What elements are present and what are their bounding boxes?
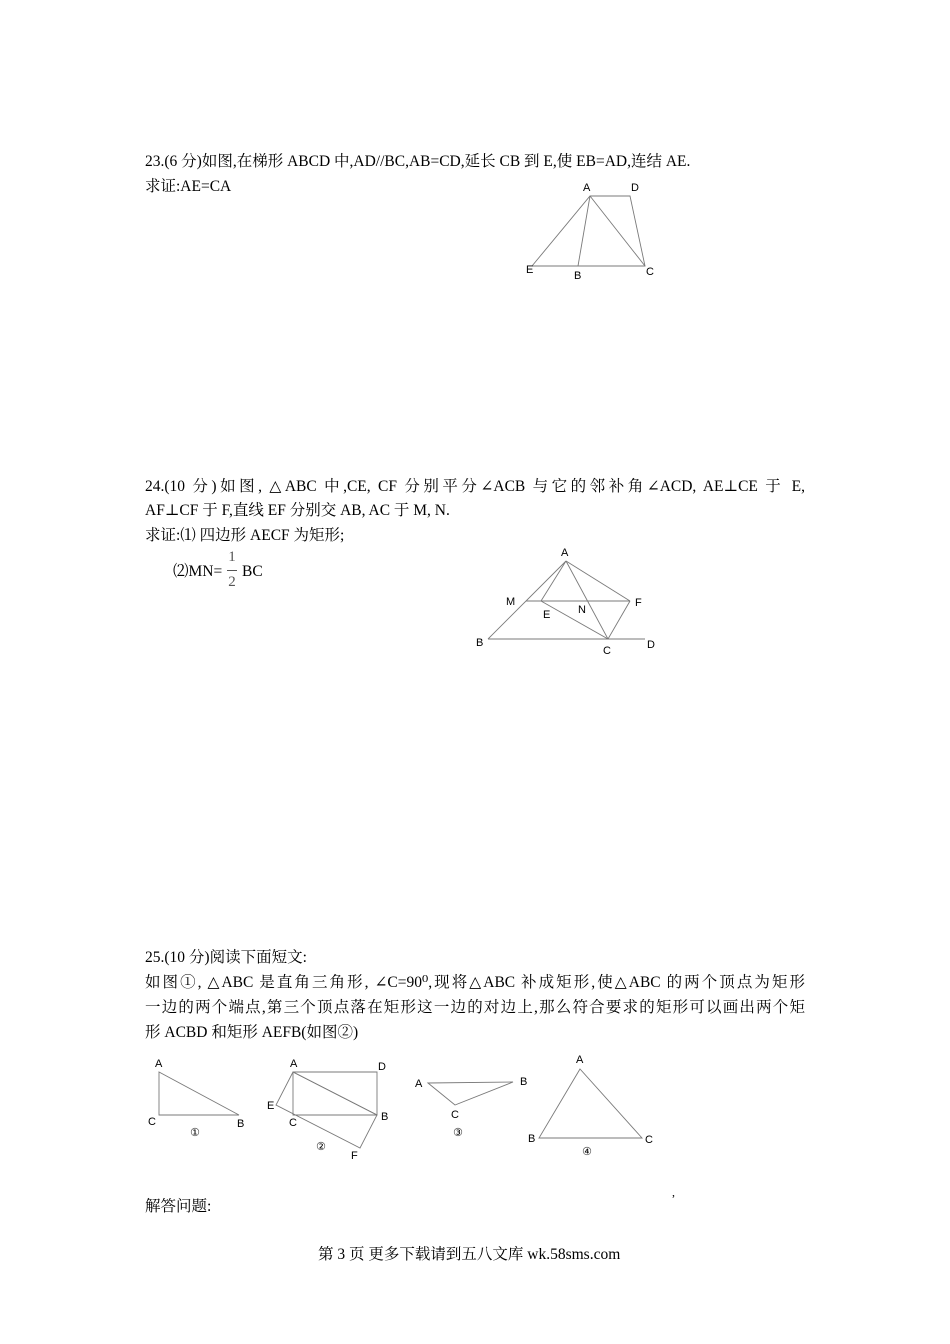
q25-fig2-label-A: A [290,1058,298,1070]
q25-fig2-label-D: D [378,1061,386,1073]
q25-fig1-caption: ① [190,1127,200,1139]
q23-label-D: D [631,182,639,194]
q23-line2: 求证:AE=CA [145,178,232,195]
q24-segment-CF [608,601,630,639]
q24-label-B: B [476,637,484,649]
q24-segment-AE [541,561,566,601]
q25-fig4-label-C: C [645,1134,653,1146]
q24-part2-prefix: ⑵MN= [173,563,223,580]
q25-fig3-label-C: C [451,1109,459,1121]
q23-line1: 23.(6 分)如图,在梯形 ABCD 中,AD//BC,AB=CD,延长 CB 到 E,使 EB=AD,连结 AE. [145,153,691,170]
q25-fig3-label-B: B [520,1076,528,1088]
q25-fig2-label-C: C [289,1117,297,1129]
q24-label-D: D [647,639,655,651]
q25-figure-3 [410,1065,540,1155]
q24-label-C: C [603,645,611,657]
q24-line2: AF⊥CF 于 F,直线 EF 分别交 AB, AC 于 M, N. [145,502,450,519]
q24-label-E: E [543,609,551,621]
q25-fig4-triangle [539,1069,642,1138]
q25-fig3-caption: ③ [453,1127,463,1139]
q25-fig4-label-B: B [528,1133,536,1145]
q24-segment-AF [566,561,630,601]
q25-line4: 形 ACBD 和矩形 AEFB(如图②) [145,1024,359,1041]
q25-answer-prompt: 解答问题: [145,1198,212,1215]
q25-figure-4 [525,1050,665,1160]
q23-label-A: A [583,182,591,194]
q23-label-B: B [574,270,582,282]
q25-figure-2 [262,1055,392,1165]
q23-label-E: E [526,264,534,276]
q25-fig1-label-B: B [237,1118,245,1130]
q25-fig2-rect-AEFB [276,1072,377,1148]
page-footer: 第 3 页 更多下载请到五八文库 wk.58sms.com [318,1246,621,1263]
q24-label-A: A [561,547,569,559]
q25-fig2-caption: ② [316,1141,326,1153]
q24-line1: 24.(10 分)如图, △ABC 中,CE, CF 分别平分∠ACB 与它的邻补角∠ACD, AE⊥CE 于 E, [145,478,805,495]
q25-fig3-triangle [428,1082,513,1105]
q25-fig2-label-E: E [267,1100,275,1112]
q25-fig1-label-A: A [155,1058,163,1070]
q25-fig1-label-C: C [148,1116,156,1128]
q25-fig4-label-A: A [576,1054,584,1066]
q25-line2: 如图①, △ABC 是直角三角形, ∠C=90⁰,现将△ABC 补成矩形,使△ABC 的两个顶点为矩形 [145,974,805,991]
q25-line1: 25.(10 分)阅读下面短文: [145,949,307,966]
q25-fig1-triangle [159,1072,239,1115]
q23-trapezoid-figure [520,175,680,285]
q24-fraction-bar [227,570,237,571]
q23-label-C: C [646,266,654,278]
q23-segment-AC [590,196,645,266]
q24-label-N: N [578,604,586,616]
q25-fig4-caption: ④ [582,1146,592,1158]
q24-fraction-denominator: 2 [228,574,236,590]
q24-label-F: F [635,597,642,609]
q24-triangle-figure [473,545,673,660]
q24-label-M: M [506,596,516,608]
q25-stray-comma: , [672,1185,675,1199]
q25-fig2-label-F: F [351,1150,358,1162]
q23-segment-AB [578,196,590,266]
q25-fig3-label-A: A [415,1078,423,1090]
q24-fraction-numerator: 1 [228,549,236,565]
q24-line3: 求证:⑴ 四边形 AECF 为矩形; [145,527,345,544]
q25-line3: 一边的两个端点,第三个顶点落在矩形这一边的对边上,那么符合要求的矩形可以画出两个矩 [145,999,805,1016]
q25-figure-1 [145,1055,255,1145]
q24-segment-AB [488,561,566,639]
q25-fig2-label-B: B [381,1111,389,1123]
q24-part2-suffix: BC [242,563,263,580]
